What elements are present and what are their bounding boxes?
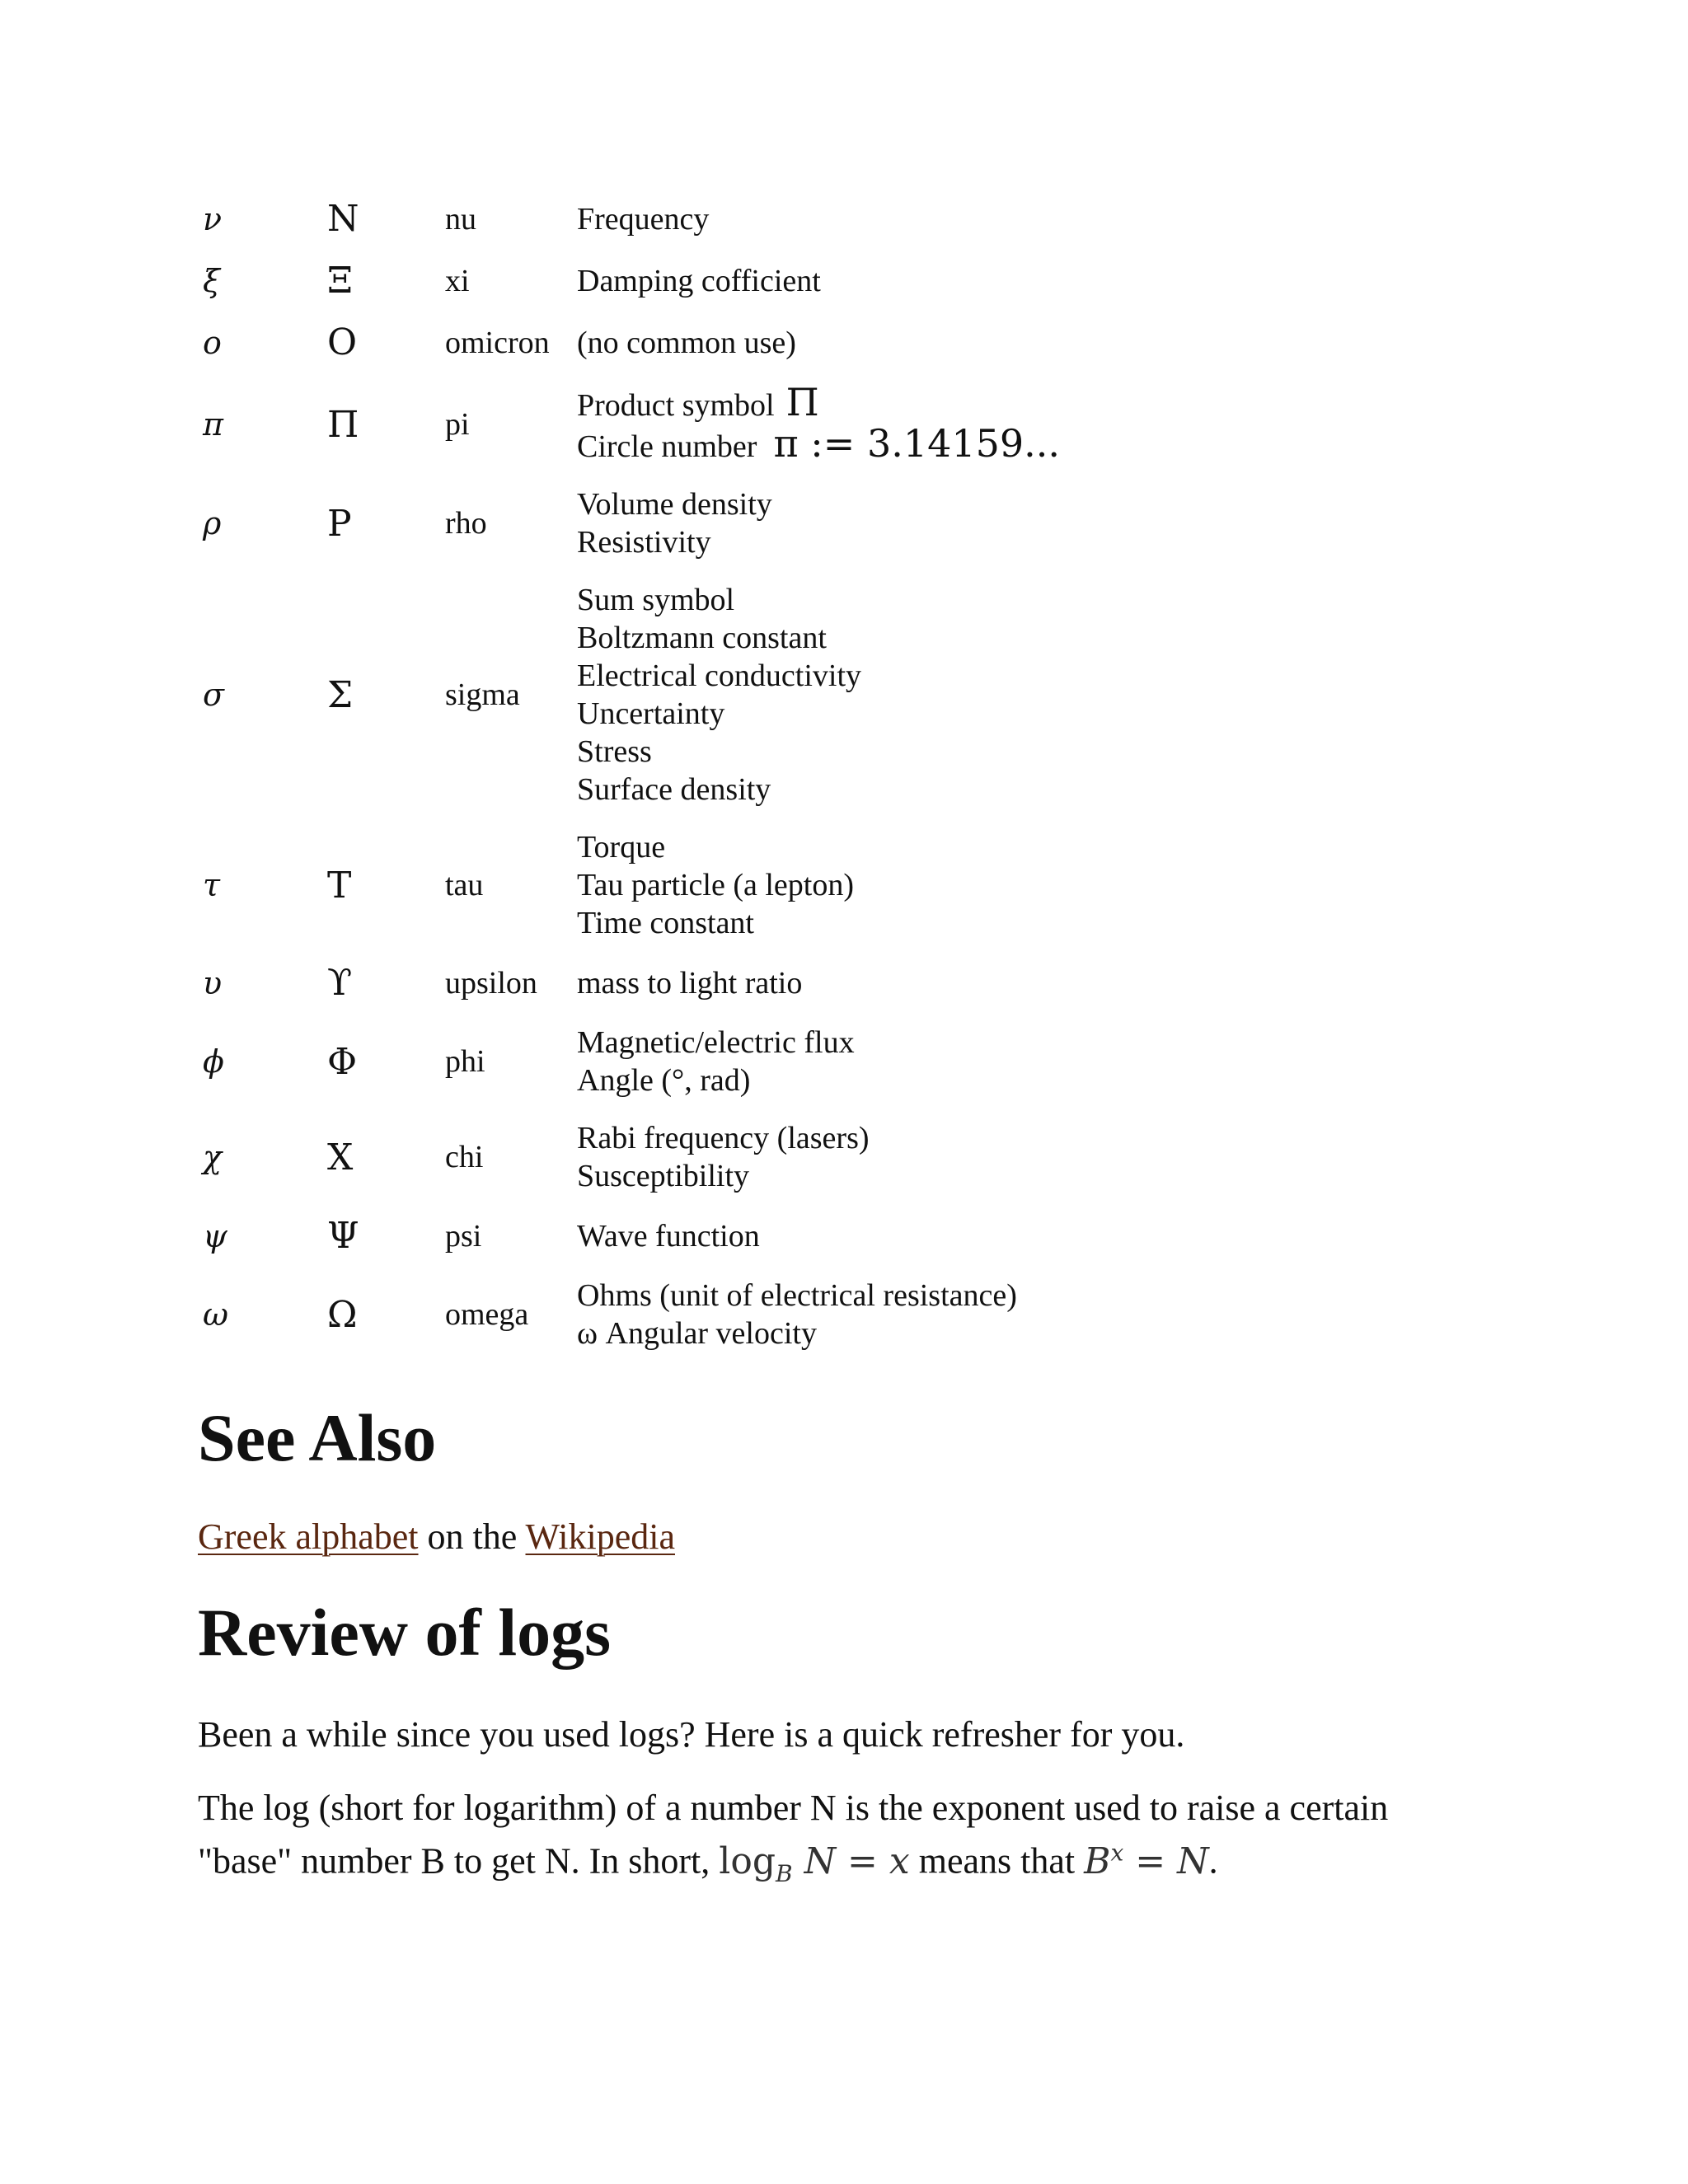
lowercase-letter: ξ [203,262,220,299]
greek-row-xi [198,260,1104,302]
logs-intro-paragraph: Been a while since you used logs? Here is a quick refresher for you. [198,1714,1185,1755]
use-text: Circle number [577,429,757,464]
use-text: Boltzmann constant [577,621,827,655]
letter-name: rho [445,506,487,541]
letter-uses [577,262,1104,300]
letter-name: nu [445,201,476,237]
use-text: Stress [577,734,652,769]
letter-uses [577,964,1104,1002]
use-line [577,262,1104,300]
use-text: ω Angular velocity [577,1316,817,1351]
use-line [577,695,1104,733]
letter-uses [577,380,1104,466]
lowercase-letter: σ [203,677,224,713]
uppercase-letter: ϒ [327,962,353,1004]
letter-uses [577,324,1104,362]
exponent-formula [1084,1840,1208,1882]
uppercase-letter: Ο [327,321,358,363]
use-text: (no common use) [577,325,796,360]
use-text: Resistivity [577,525,711,560]
lowercase-letter: ϕ [203,1043,224,1080]
greek-row-psi [198,1215,1104,1257]
lowercase-letter: ω [203,1296,228,1333]
use-text: Product symbol [577,388,775,423]
letter-uses [577,200,1104,238]
exponent-power: x [1110,1839,1124,1866]
see-also-heading: See Also [198,1400,437,1475]
greek-row-tau [198,828,1104,942]
uppercase-letter: Σ [327,673,354,716]
letter-name: upsilon [445,965,537,1001]
letter-name: pi [445,407,470,442]
greek-row-omicron [198,321,1104,363]
use-text: Time constant [577,906,754,940]
use-text: Susceptibility [577,1159,749,1193]
letter-name: chi [445,1140,484,1174]
use-line [577,200,1104,238]
greek-row-rho [198,485,1104,561]
uppercase-letter: N [327,198,359,240]
letter-uses [577,1217,1104,1255]
definition-line-2-middle: means that [909,1840,1085,1882]
use-text: Torque [577,830,666,865]
use-line [577,324,1104,362]
use-text: Angle (°, rad) [577,1063,751,1098]
lowercase-letter: χ [203,1139,223,1175]
use-line [577,657,1104,695]
greek-letters-table [198,198,1104,1372]
use-text: Rabi frequency (lasers) [577,1121,870,1155]
use-line [577,581,1104,619]
logs-definition-paragraph [198,1786,1484,1896]
product-symbol-math: Π [785,380,819,424]
greek-row-sigma [198,581,1104,808]
use-text: Ohms (unit of electrical resistance) [577,1278,1017,1313]
greek-alphabet-link[interactable]: Greek alphabet [198,1516,419,1557]
lowercase-letter: τ [203,867,221,903]
letter-name: xi [445,263,470,298]
use-line [577,904,1104,942]
greek-row-chi [198,1119,1104,1195]
log-equation-rest: N = x [792,1840,910,1882]
letter-name: sigma [445,677,520,712]
greek-row-pi [198,380,1104,466]
use-line [577,619,1104,657]
use-text: Tau particle (a lepton) [577,868,855,902]
uppercase-letter: Ψ [327,1215,359,1257]
circle-number-formula: π := 3.14159... [773,421,1061,466]
see-also-paragraph [198,1515,675,1559]
definition-line-2-start: "base" number B to get N. In short, [198,1840,720,1882]
review-of-logs-heading: Review of logs [198,1595,612,1670]
lowercase-letter: ο [203,324,222,361]
use-text: Sum symbol [577,583,735,617]
greek-row-nu [198,198,1104,240]
letter-name: omega [445,1297,529,1332]
log-function: log [719,1840,776,1882]
uppercase-letter: Ω [327,1293,358,1336]
exponent-base: B [1084,1840,1111,1882]
exponent-equation-rest: = N [1123,1840,1209,1882]
letter-uses [577,1119,1104,1195]
greek-row-phi [198,1024,1104,1099]
letter-uses [577,828,1104,942]
use-text: Frequency [577,201,710,237]
uppercase-letter: Ξ [327,260,353,302]
lowercase-letter: ν [203,200,223,237]
use-text: Uncertainty [577,696,725,731]
greek-row-upsilon [198,962,1104,1004]
use-text: Volume density [577,487,772,522]
uppercase-letter: T [327,864,352,907]
see-also-middle-text: on the [418,1516,526,1557]
use-text: mass to light ratio [577,965,803,1001]
log-formula [719,1840,910,1887]
use-line [577,828,1104,866]
use-line [577,1062,1104,1099]
letter-name: psi [445,1218,482,1254]
use-text: Surface density [577,772,771,807]
lowercase-letter: π [203,406,223,443]
letter-uses [577,1277,1104,1352]
use-line [577,866,1104,904]
use-line [577,1277,1104,1315]
letter-name: phi [445,1044,485,1079]
use-line [577,1217,1104,1255]
use-line [577,523,1104,561]
uppercase-letter: Φ [327,1040,358,1083]
use-text: Magnetic/electric flux [577,1025,855,1060]
use-line [577,1119,1104,1157]
use-line [577,485,1104,523]
uppercase-letter: P [327,502,352,545]
wikipedia-link[interactable]: Wikipedia [525,1516,675,1557]
use-line [577,733,1104,771]
log-base: B [776,1859,793,1887]
use-line [577,771,1104,808]
uppercase-letter: Π [327,403,359,446]
greek-row-omega [198,1277,1104,1352]
use-line [577,1315,1104,1352]
use-line [577,1024,1104,1062]
use-text: Wave function [577,1218,760,1254]
letter-name: tau [445,868,484,902]
definition-end: . [1208,1840,1218,1882]
use-text: Damping cofficient [577,263,821,298]
use-line [577,380,1104,424]
use-text: Electrical conductivity [577,658,862,693]
use-line [577,421,1104,466]
uppercase-letter: X [327,1136,354,1179]
use-line [577,1157,1104,1195]
letter-uses [577,485,1104,561]
letter-uses [577,581,1104,808]
use-line [577,964,1104,1002]
definition-line-1: The log (short for logarithm) of a number N is the exponent used to raise a certain [198,1788,1389,1828]
letter-uses [577,1024,1104,1099]
lowercase-letter: ρ [203,505,222,541]
letter-name: omicron [445,325,550,360]
lowercase-letter: ψ [203,1217,227,1254]
lowercase-letter: υ [203,964,223,1001]
